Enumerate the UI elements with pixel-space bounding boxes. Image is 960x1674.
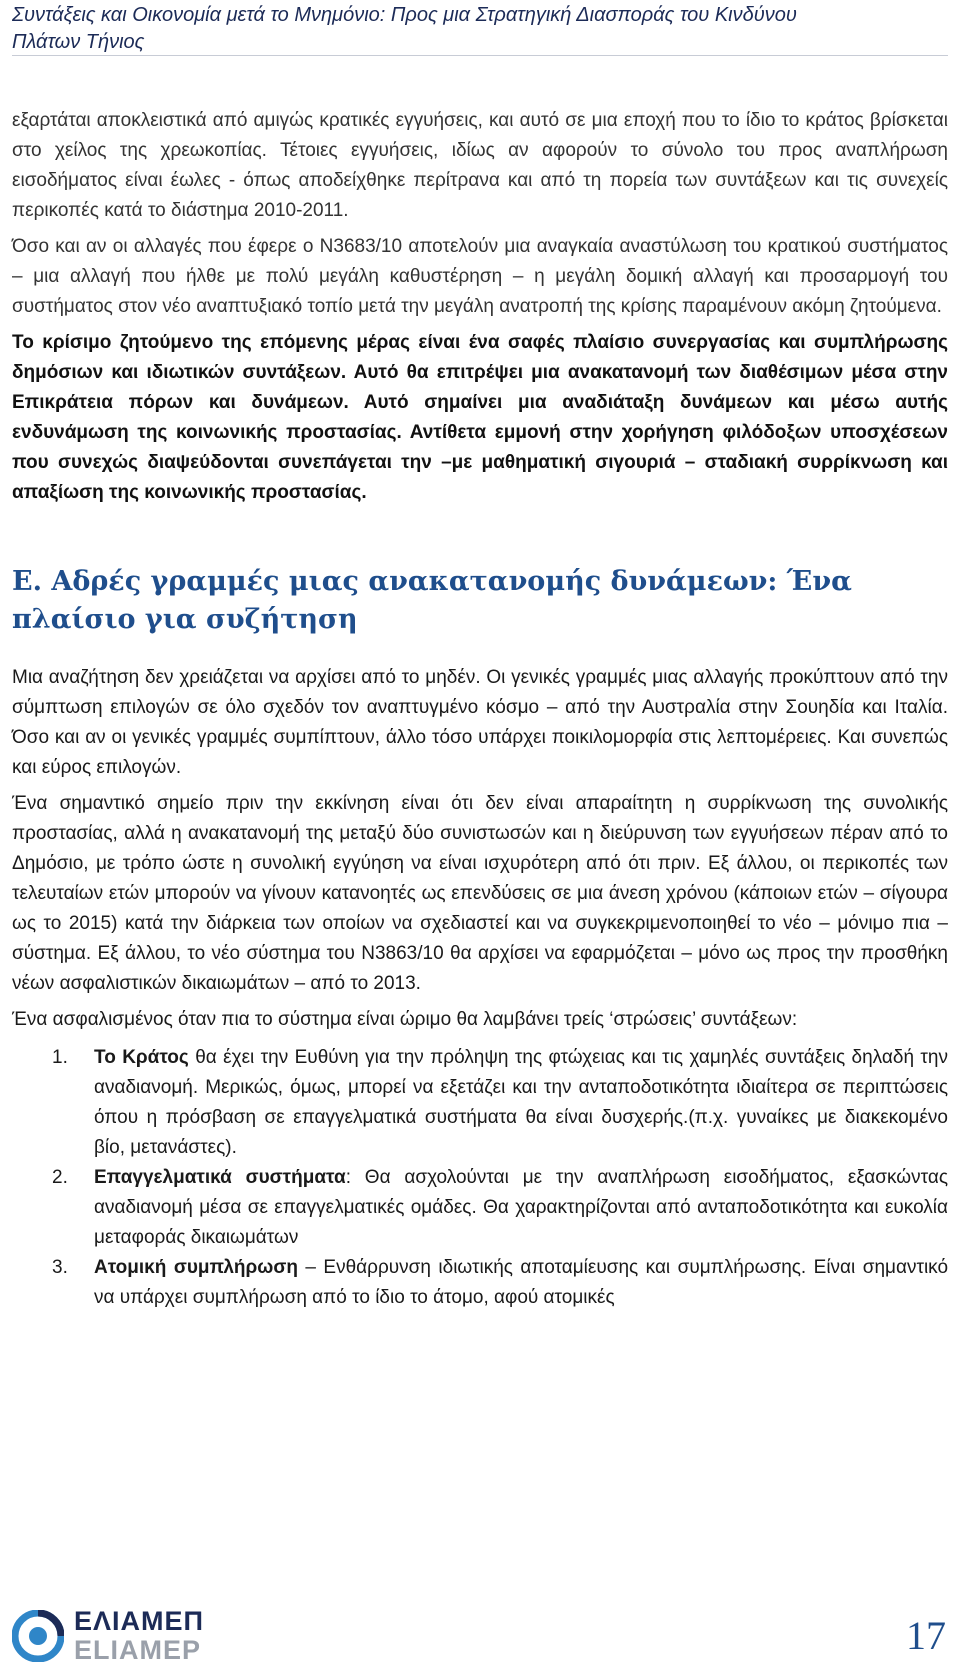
list-item-term: Επαγγελματικά συστήματα	[94, 1167, 346, 1188]
page-footer	[0, 1590, 960, 1670]
list-item-text: θα έχει την Ευθύνη για την πρόληψη της φτώχειας και τις χαμηλές συντάξεις δηλαδή την αναδιανομή. Μερικώς, όμως, μπορεί να εξετάζει και την ανταποδοτικότητα ιδιαίτερα σε περιπτώσεις όπου η πρόσβαση σε επαγγελματικά συστήματα θα είναι δυσχερής.(π.χ. γυναίκες με διακεκομένο βίο, μετανάστες).	[94, 1047, 948, 1158]
paragraph-1: εξαρτάται αποκλειστικά από αμιγώς κρατικές εγγυήσεις, και αυτό σε μια εποχή που το ίδιο το κράτος βρίσκεται στο χείλος της χρεωκοπίας. Τέτοιες εγγυήσεις, ιδίως αν αφορούν το σύνολο του προς αναπλήρωση εισοδήματος είναι έωλες - όπως αποδείχθηκε περίτρανα και από τη πορεία των συντάξεων και τις συνεχείς περικοπές κατά το διάστημα 2010-2011.	[12, 110, 948, 221]
section-heading: Ε. Αδρές γραμμές μιας ανακατανομής δυνάμεων: Ένα πλαίσιο για συζήτηση	[12, 566, 852, 635]
paragraph-3-bold: Το κρίσιμο ζητούμενο της επόμενης μέρας είναι ένα σαφές πλαίσιο συνεργασίας και συμπλήρωσης δημόσιων και ιδιωτικών συντάξεων. Αυτό θα επιτρέψει μια ανακατανομή των διαθέσιμων μέσα στην Επικράτεια πόρων και δυνάμεων. Αυτό σημαίνει μια αναδιάταξη δυνάμεων και μέσω αυτής ενδυνάμωση της κοινωνικής προστασίας. Αντίθετα εμμονή στην χορήγηση φιλόδοξων υποσχέσεων που συνεχώς διαψεύδονται συνεπάγεται την –με μαθηματική σιγουριά – σταδιακή συρρίκνωση και απαξίωση της κοινωνικής προστασίας.	[12, 332, 948, 503]
pension-layers-list	[12, 1043, 948, 1313]
list-item-text: – Ενθάρρυνση ιδιωτικής αποταμίευσης και συμπλήρωσης. Είναι σημαντικό να υπάρχει συμπλήρωση από το ίδιο το άτομο, αφού ατομικές	[94, 1257, 949, 1308]
list-item	[12, 1253, 948, 1313]
list-item-number: 3.	[52, 1257, 68, 1278]
eliamep-logo	[12, 1606, 272, 1668]
list-item-number: 2.	[52, 1167, 68, 1188]
paragraph-5: Ένα σημαντικό σημείο πριν την εκκίνηση είναι ότι δεν είναι απαραίτητη η συρρίκνωση της συνολικής προστασίας, αλλά η ανακατανομή της μεταξύ δύο συνιστωσών και η διεύρυνση των εγγυήσεων πέραν από το Δημόσιο, με τρόπο ώστε η συνολική εγγύηση να είναι ισχυρότερη από ότι πριν. Εξ άλλου, οι περικοπές των τελευταίων ετών μπορούν να γίνουν κατανοητές ως επενδύσεις σε μια άνεση χρόνου (κάποιων ετών – σίγουρα ως το 2015) κατά την διάρκεια των οποίων να σχεδιαστεί και να συγκεκριμενοποιηθεί το νέο – μόνιμο πια – σύστημα. Εξ άλλου, το νέο σύστημα του Ν3863/10 θα αρχίσει να εφαρμόζεται – μόνο ως προς την προσθήκη νέων ασφαλιστικών δικαιωμάτων – από το 2013.	[12, 793, 948, 994]
logo-text-greek: ΕΛΙΑΜΕΠ	[74, 1606, 205, 1636]
list-item-text: : Θα ασχολούνται με την αναπλήρωση εισοδήματος, εξασκώντας αναδιανομή μέσα σε επαγγελματικές ομάδες. Θα χαρακτηρίζονται από ανταποδοτικότητα και ευκολία μεταφοράς δικαιωμάτων	[94, 1167, 949, 1248]
paragraph-2: Όσο και αν οι αλλαγές που έφερε ο Ν3683/10 αποτελούν μια αναγκαία αναστύλωση του κρατικού συστήματος – μια αλλαγή που ήλθε με πολύ μεγάλη καθυστέρηση – η μεγάλη δομική αλλαγή και προσαρμογή του συστήματος στον νέο αναπτυξιακό τοπίο μετά την μεγάλη ανατροπή της κρίσης παραμένουν ακόμη ζητούμενα.	[12, 236, 948, 317]
document-body	[12, 106, 948, 1313]
paragraph-6: Ένα ασφαλισμένος όταν πια το σύστημα είναι ώριμο θα λαμβάνει τρείς ‘στρώσεις’ συντάξεων:	[12, 1009, 798, 1030]
list-item	[12, 1163, 948, 1253]
eliamep-logo-icon	[12, 1610, 64, 1662]
logo-text-latin: ELIAMEP	[74, 1635, 202, 1665]
list-item-number: 1.	[52, 1047, 68, 1068]
list-item-term: Το Κράτος	[94, 1047, 189, 1068]
header-divider	[12, 55, 948, 56]
page-header	[12, 2, 948, 56]
header-title: Συντάξεις και Οικονομία μετά το Μνημόνιο: Προς μια Στρατηγική Διασποράς του Κινδύνου	[12, 4, 797, 26]
page-number: 17	[906, 1613, 946, 1658]
paragraph-4: Μια αναζήτηση δεν χρειάζεται να αρχίσει από το μηδέν. Οι γενικές γραμμές μιας αλλαγής προκύπτουν από την σύμπτωση επιλογών σε όλο σχεδόν τον αναπτυγμένο κόσμο – από την Αυστραλία στην Σουηδία και Ιταλία. Όσο και αν οι γενικές γραμμές συμπίπτουν, άλλο τόσο υπάρχει ποικιλομορφία στις λεπτομέρειες. Και συνεπώς και εύρος επιλογών.	[12, 667, 948, 778]
list-item-term: Ατομική συμπλήρωση	[94, 1257, 298, 1278]
header-author: Πλάτων Τήνιος	[12, 31, 145, 53]
list-item	[12, 1043, 948, 1163]
